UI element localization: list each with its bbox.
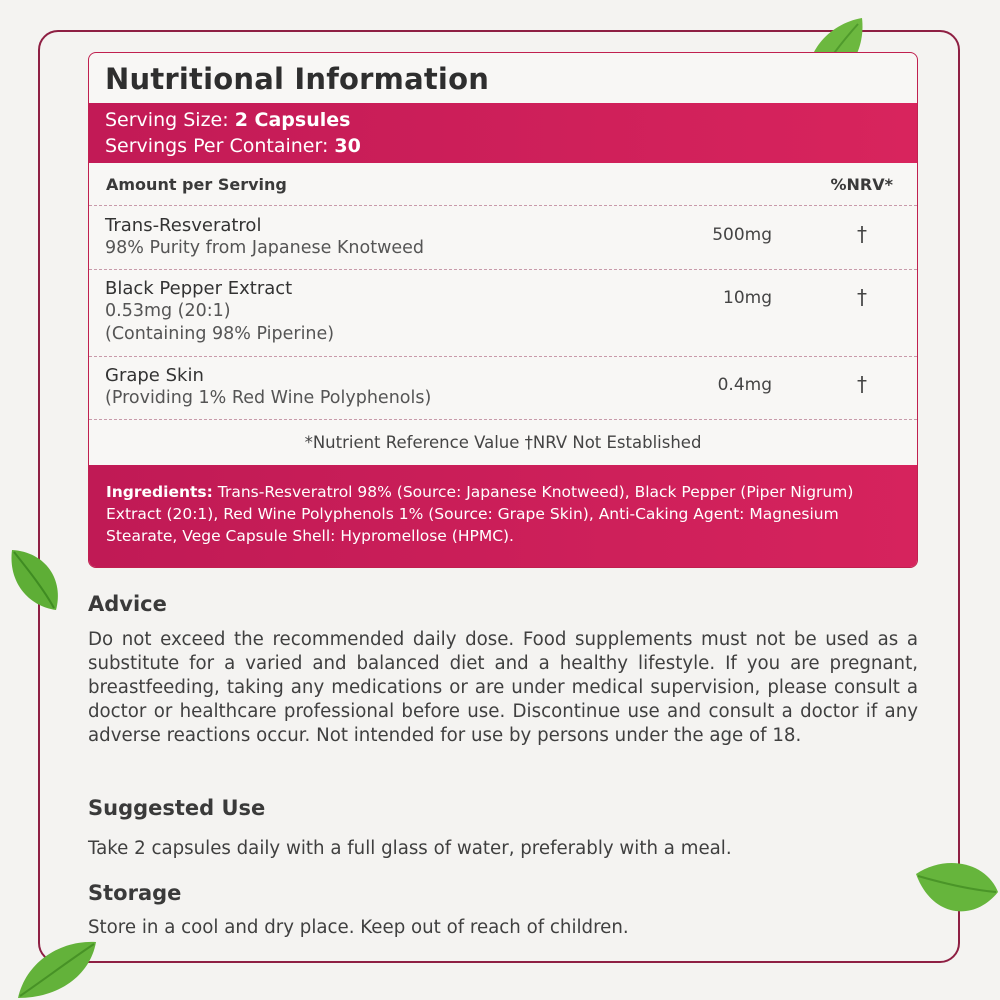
storage-text: Store in a cool and dry place. Keep out of reach of children. (88, 917, 629, 938)
ingredient-detail: 0.53mg (20:1) (105, 301, 231, 321)
table-row (89, 357, 917, 420)
ingredient-nrv: † (857, 285, 867, 309)
nrv-footnote: *Nutrient Reference Value †NRV Not Established (304, 433, 702, 452)
column-amount: Amount per Serving (106, 174, 287, 194)
ingredient-name: Trans-Resveratrol (105, 215, 262, 236)
serving-size (105, 107, 917, 133)
suggested-use-heading: Suggested Use (88, 796, 266, 820)
ingredient-detail: (Providing 1% Red Wine Polyphenols) (105, 388, 432, 408)
advice-heading: Advice (88, 592, 167, 616)
ingredient-nrv: † (857, 372, 867, 396)
panel-title: Nutritional Information (105, 62, 490, 96)
serving-size-value: 2 Capsules (234, 109, 351, 131)
storage-heading: Storage (88, 881, 182, 905)
table-row (89, 206, 917, 270)
leaf-icon (912, 852, 1000, 932)
ingredient-name: Black Pepper Extract (105, 278, 293, 299)
leaf-icon (14, 936, 100, 1000)
servings-per-container-label: Servings Per Container: (105, 135, 329, 157)
ingredient-amount: 0.4mg (717, 375, 772, 395)
table-row (89, 270, 917, 357)
nutrition-panel (88, 52, 918, 568)
serving-size-label: Serving Size: (105, 109, 229, 131)
suggested-use-text: Take 2 capsules daily with a full glass of water, preferably with a meal. (88, 838, 732, 859)
servings-per-container (105, 133, 917, 159)
ingredients-label: Ingredients: (106, 483, 213, 501)
ingredient-name: Grape Skin (105, 365, 204, 386)
table-header (89, 163, 917, 206)
column-nrv: %NRV* (830, 174, 893, 194)
ingredients-band (89, 465, 917, 567)
leaf-icon (6, 546, 66, 616)
ingredient-detail: (Containing 98% Piperine) (105, 324, 335, 344)
serving-info (89, 103, 917, 163)
ingredient-amount: 10mg (723, 288, 772, 308)
ingredients-text: Trans-Resveratrol 98% (Source: Japanese Knotweed), Black Pepper (Piper Nigrum) Extract (20:1), Red Wine Polyphenols 1% (Source: Grape Skin), Anti-Caking Agent: Magnesium Stearate, Vege Capsule Shell: Hypromellose (HPMC). (106, 483, 854, 545)
ingredient-amount: 500mg (712, 225, 772, 245)
servings-per-container-value: 30 (334, 135, 361, 157)
ingredient-nrv: † (857, 222, 867, 246)
advice-text: Do not exceed the recommended daily dose. Food supplements must not be used as a substitute for a varied and balanced diet and a healthy lifestyle. If you are pregnant, breastfeeding, taking any medications or are under medical supervision, please consult a doctor or healthcare professional before use. Discontinue use and consult a doctor if any adverse reactions occur. Not intended for use by persons under the age of 18. (88, 629, 918, 746)
ingredient-detail: 98% Purity from Japanese Knotweed (105, 238, 425, 258)
